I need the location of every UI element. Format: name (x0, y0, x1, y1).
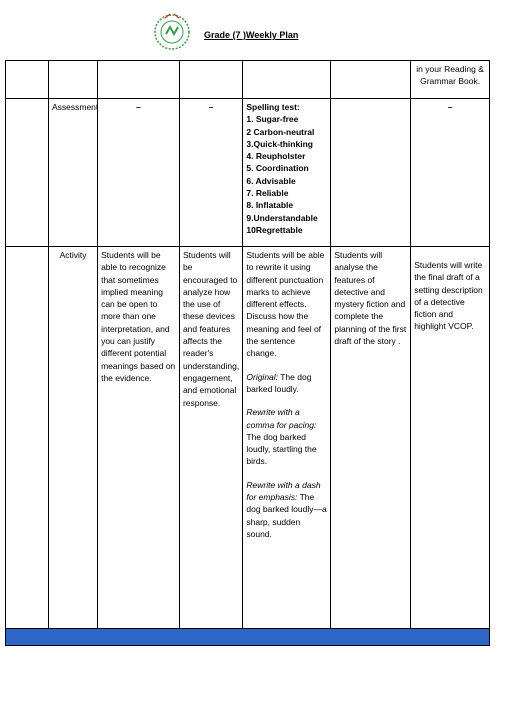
table-cell (6, 247, 49, 629)
spelling-word: 7. Reliable (246, 188, 289, 199)
rewrite-dash-text: The dog barked loudly—a sharp, sudden sound. (246, 492, 327, 539)
page-title: Grade (7 )Weekly Plan (204, 30, 299, 40)
rewrite-comma (246, 406, 327, 467)
activity-cell-final-draft: Students will write the final draft of a setting description of a detective fiction and highlight VCOP. (411, 247, 490, 629)
spelling-word: 8. Inflatable (246, 200, 294, 211)
table-cell (179, 61, 242, 99)
table-row-top (6, 61, 490, 99)
table-cell-reading-book: in your Reading & Grammar Book. (411, 61, 490, 99)
spelling-word: 1. Sugar-free (246, 114, 299, 125)
rewrite-comma-text: The dog barked loudly, startling the birds. (246, 431, 317, 467)
spelling-word: 2 Carbon-neutral (246, 126, 315, 137)
spelling-word: 3.Quick-thinking (246, 138, 313, 149)
activity-cell-analyze: Students will be encouraged to analyze how the use of these devices and features affects the reader's understanding, engagement, and emotional response. (179, 247, 242, 629)
punctuation-intro: Students will be able to rewrite it using different punctuation marks to achieve different effects. Discuss how the meaning and feel of the sentence change. (246, 250, 325, 359)
row-label-activity: Activity (48, 247, 97, 629)
activity-cell-detective: Students will analyse the features of detective and mystery fiction and complete the planning of the first draft of the story . (331, 247, 411, 629)
row-label-assessment: Assessment (48, 99, 97, 247)
rewrite-dash-label: Rewrite with a dash for emphasis: (246, 479, 321, 503)
spelling-test-title: Spelling test: (246, 102, 300, 112)
footer-bar (6, 629, 490, 646)
rewrite-comma-label: Rewrite with a comma for pacing: (246, 407, 317, 430)
spelling-word: 10Regrettable (246, 224, 303, 235)
footer-bar-row (6, 629, 490, 646)
table-cell-dash: – (411, 99, 490, 247)
table-cell (6, 99, 49, 247)
table-cell (331, 61, 411, 99)
activity-cell-recognize: Students will be able to recognize that sometimes implied meaning can be open to more than one interpretation, and you can justify different potential meanings based on the evidence. (98, 247, 180, 629)
spelling-test-cell (243, 99, 331, 247)
spelling-word-list (246, 113, 327, 236)
spelling-word: 6. Advisable (246, 175, 296, 186)
rewrite-dash (246, 479, 327, 540)
school-logo-icon (150, 10, 194, 54)
table-cell (331, 99, 411, 247)
table-cell (98, 61, 180, 99)
original-text: The dog barked loudly. (246, 371, 312, 394)
spelling-word: 5. Coordination (246, 163, 309, 174)
table-row-activity (6, 247, 490, 629)
activity-cell-punctuation (243, 247, 331, 629)
table-cell-dash: – (179, 99, 242, 247)
table-cell (243, 61, 331, 99)
weekly-plan-table (5, 60, 490, 646)
spelling-word: 9.Understandable (246, 212, 318, 223)
table-cell (48, 61, 97, 99)
spelling-word: 4. Reupholster (246, 151, 306, 162)
table-cell (6, 61, 49, 99)
table-cell-dash: – (98, 99, 180, 247)
original-sentence (246, 371, 327, 396)
original-label: Original: (246, 371, 279, 382)
table-row-assessment (6, 99, 490, 247)
